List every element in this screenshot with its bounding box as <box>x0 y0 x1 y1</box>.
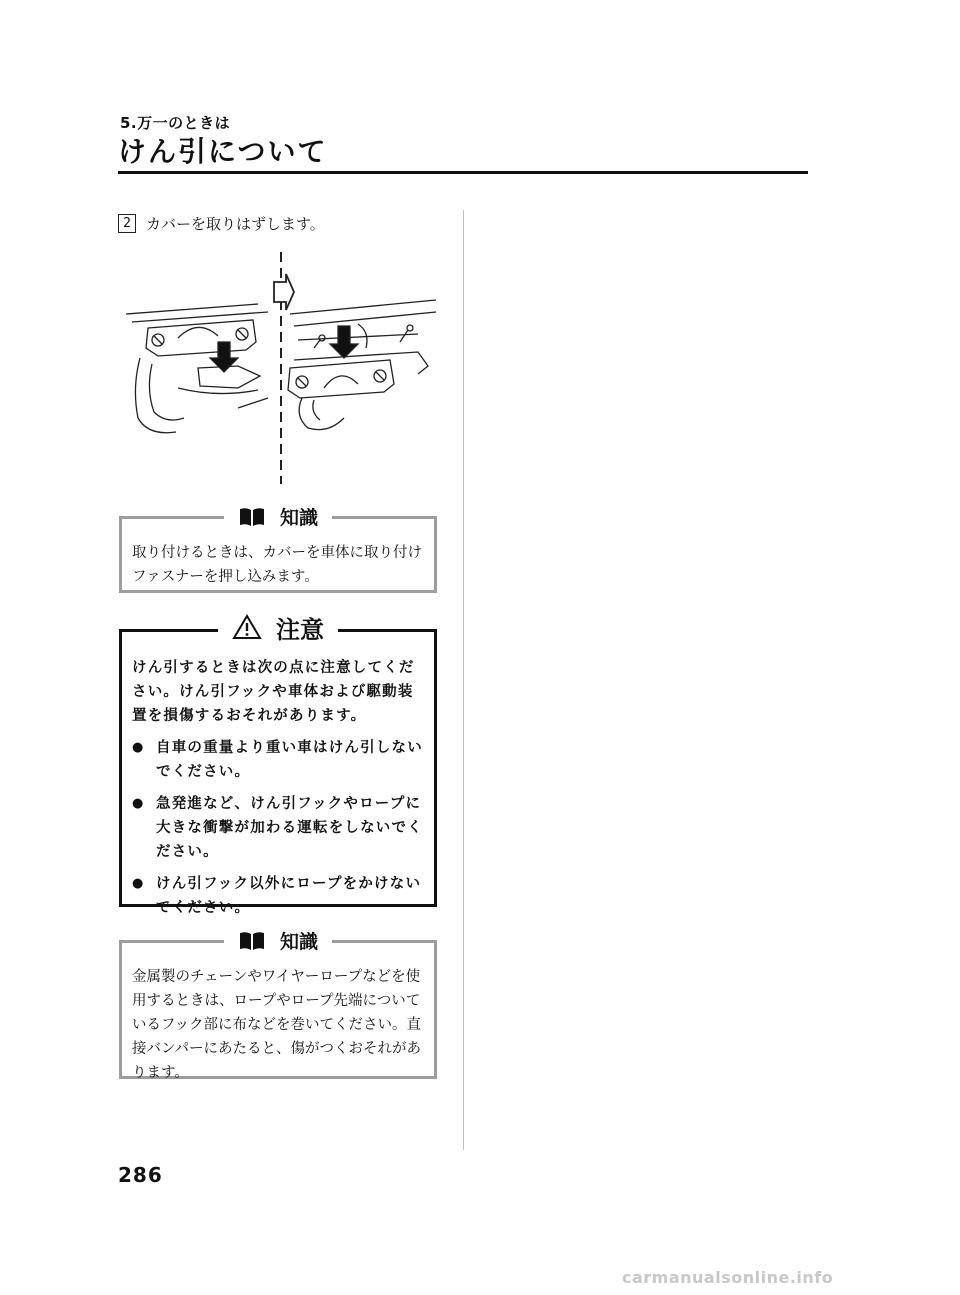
step-2 <box>118 213 325 234</box>
caution-bullet: ● 急発進など、けん引フックやロープに大きな衝撃が加わる運転をしないでください。 <box>132 792 426 864</box>
info-note-box-2 <box>119 930 437 1081</box>
info-note-heading: 知識 <box>279 506 318 529</box>
caution-bullet: ● 自車の重量より重い車はけん引しないでください。 <box>132 736 426 784</box>
bullet-dot-icon: ● <box>132 796 145 811</box>
page-title: けん引について <box>118 135 328 168</box>
caution-intro: けん引するときは次の点に注意してください。けん引フックや車体および駆動装置を損傷するおそれがあります。 <box>132 660 415 724</box>
section-label: 5.万一のときは <box>120 114 231 132</box>
watermark: carmanualsonline.info <box>622 1268 834 1287</box>
cover-removal-illustration <box>118 248 440 488</box>
caution-bullet: ● けん引フック以外にロープをかけないでください。 <box>132 872 426 920</box>
info-note-box-1 <box>119 506 437 593</box>
step-text: カバーを取りはずします。 <box>146 215 325 233</box>
column-divider <box>463 210 464 1150</box>
bullet-dot-icon: ● <box>132 876 145 891</box>
info-note-text: 取り付けるときは、カバーを車体に取り付けファスナーを押し込みます。 <box>132 545 422 585</box>
title-rule <box>118 171 808 174</box>
caution-heading: 注意 <box>276 615 324 644</box>
caution-box <box>119 615 437 916</box>
bullet-dot-icon: ● <box>132 740 145 755</box>
info-note-heading: 知識 <box>279 930 318 953</box>
info-note-text: 金属製のチェーンやワイヤーロープなどを使用するときは、ロープやロープ先端についているフック部に布などを巻いてください。直接バンパーにあたると、傷がつくおそれがあります。 <box>132 969 421 1081</box>
page-number: 286 <box>118 1163 163 1187</box>
step-number: 2 <box>118 214 136 233</box>
